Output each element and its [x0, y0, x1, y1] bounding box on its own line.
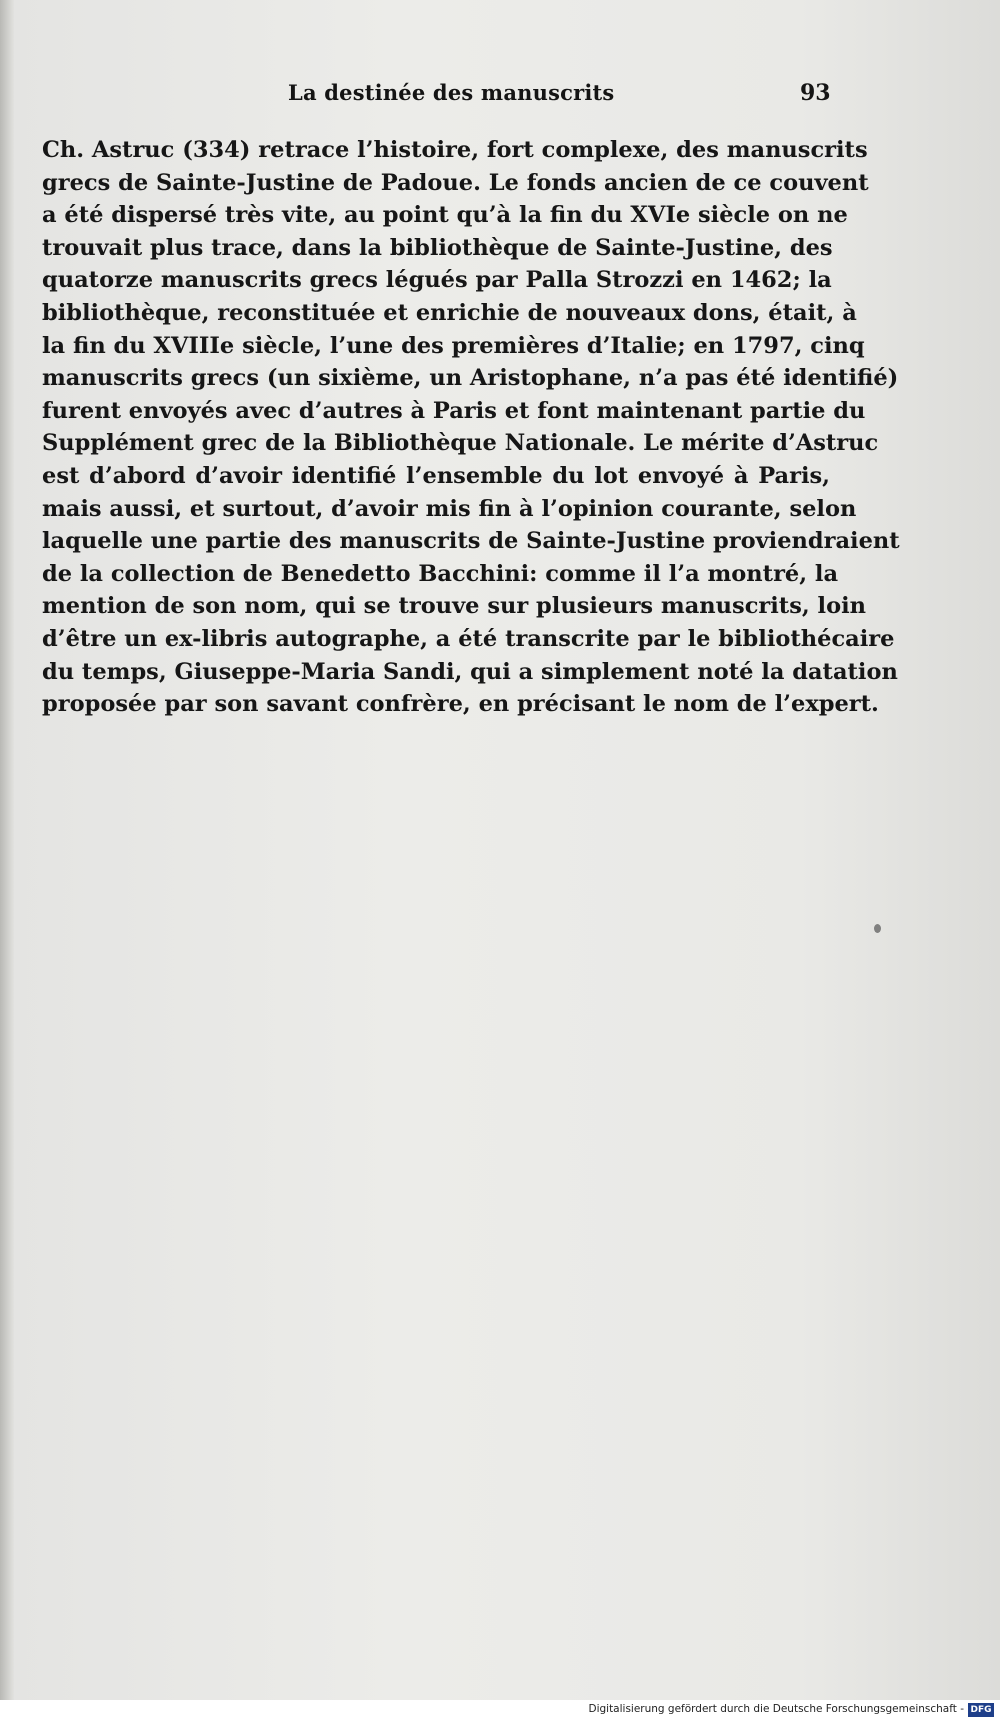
text-line: furent envoyés avec d’autres à Paris et font maintenant partie du — [42, 397, 866, 424]
text-line: grecs de Sainte-Justine de Padoue. Le fonds ancien de ce couvent — [42, 169, 869, 196]
text-line: la fin du XVIIIe siècle, l’une des premières d’Italie; en 1797, cinq — [42, 332, 865, 359]
page-number: 93 — [800, 80, 831, 106]
text-line: du temps, Giuseppe-Maria Sandi, qui a simplement noté la datation — [42, 658, 898, 685]
digitization-credit: Digitalisierung gefördert durch die Deutsche Forschungsgemeinschaft - — [588, 1703, 964, 1715]
text-line: mention de son nom, qui se trouve sur plusieurs manuscrits, loin — [42, 593, 866, 620]
text-line: trouvait plus trace, dans la bibliothèque de Sainte-Justine, des — [42, 234, 833, 261]
text-line: Supplément grec de la Bibliothèque Nationale. Le mérite d’Astruc — [42, 430, 879, 457]
bleed-through-texture — [60, 720, 940, 747]
text-line: est d’abord d’avoir identifié l’ensemble du lot envoyé à Paris, — [42, 462, 830, 489]
text-line: mais aussi, et surtout, d’avoir mis fin à l’opinion courante, selon — [42, 495, 857, 522]
page-edge-shadow — [0, 0, 14, 1722]
dfg-logo-icon: DFG — [968, 1703, 994, 1717]
text-line: manuscrits grecs (un sixième, un Aristophane, n’a pas été identifié) — [42, 365, 899, 392]
body-paragraph — [42, 134, 900, 721]
text-line: laquelle une partie des manuscrits de Sainte-Justine proviendraient — [42, 528, 900, 555]
text-line: proposée par son savant confrère, en précisant le nom de l’expert. — [42, 691, 879, 718]
text-line: bibliothèque, reconstituée et enrichie de nouveaux dons, était, à — [42, 299, 857, 326]
ink-speck — [874, 924, 881, 933]
running-head: La destinée des manuscrits — [288, 80, 615, 105]
text-line: Ch. Astruc (334) retrace l’histoire, fort complexe, des manuscrits — [42, 137, 868, 163]
text-line: quatorze manuscrits grecs légués par Palla Strozzi en 1462; la — [42, 267, 832, 294]
text-line: d’être un ex-libris autographe, a été transcrite par le bibliothécaire — [42, 625, 895, 652]
text-line: a été dispersé très vite, au point qu’à la fin du XVIe siècle on ne — [42, 202, 848, 229]
text-line: de la collection de Benedetto Bacchini: comme il l’a montré, la — [42, 560, 839, 587]
